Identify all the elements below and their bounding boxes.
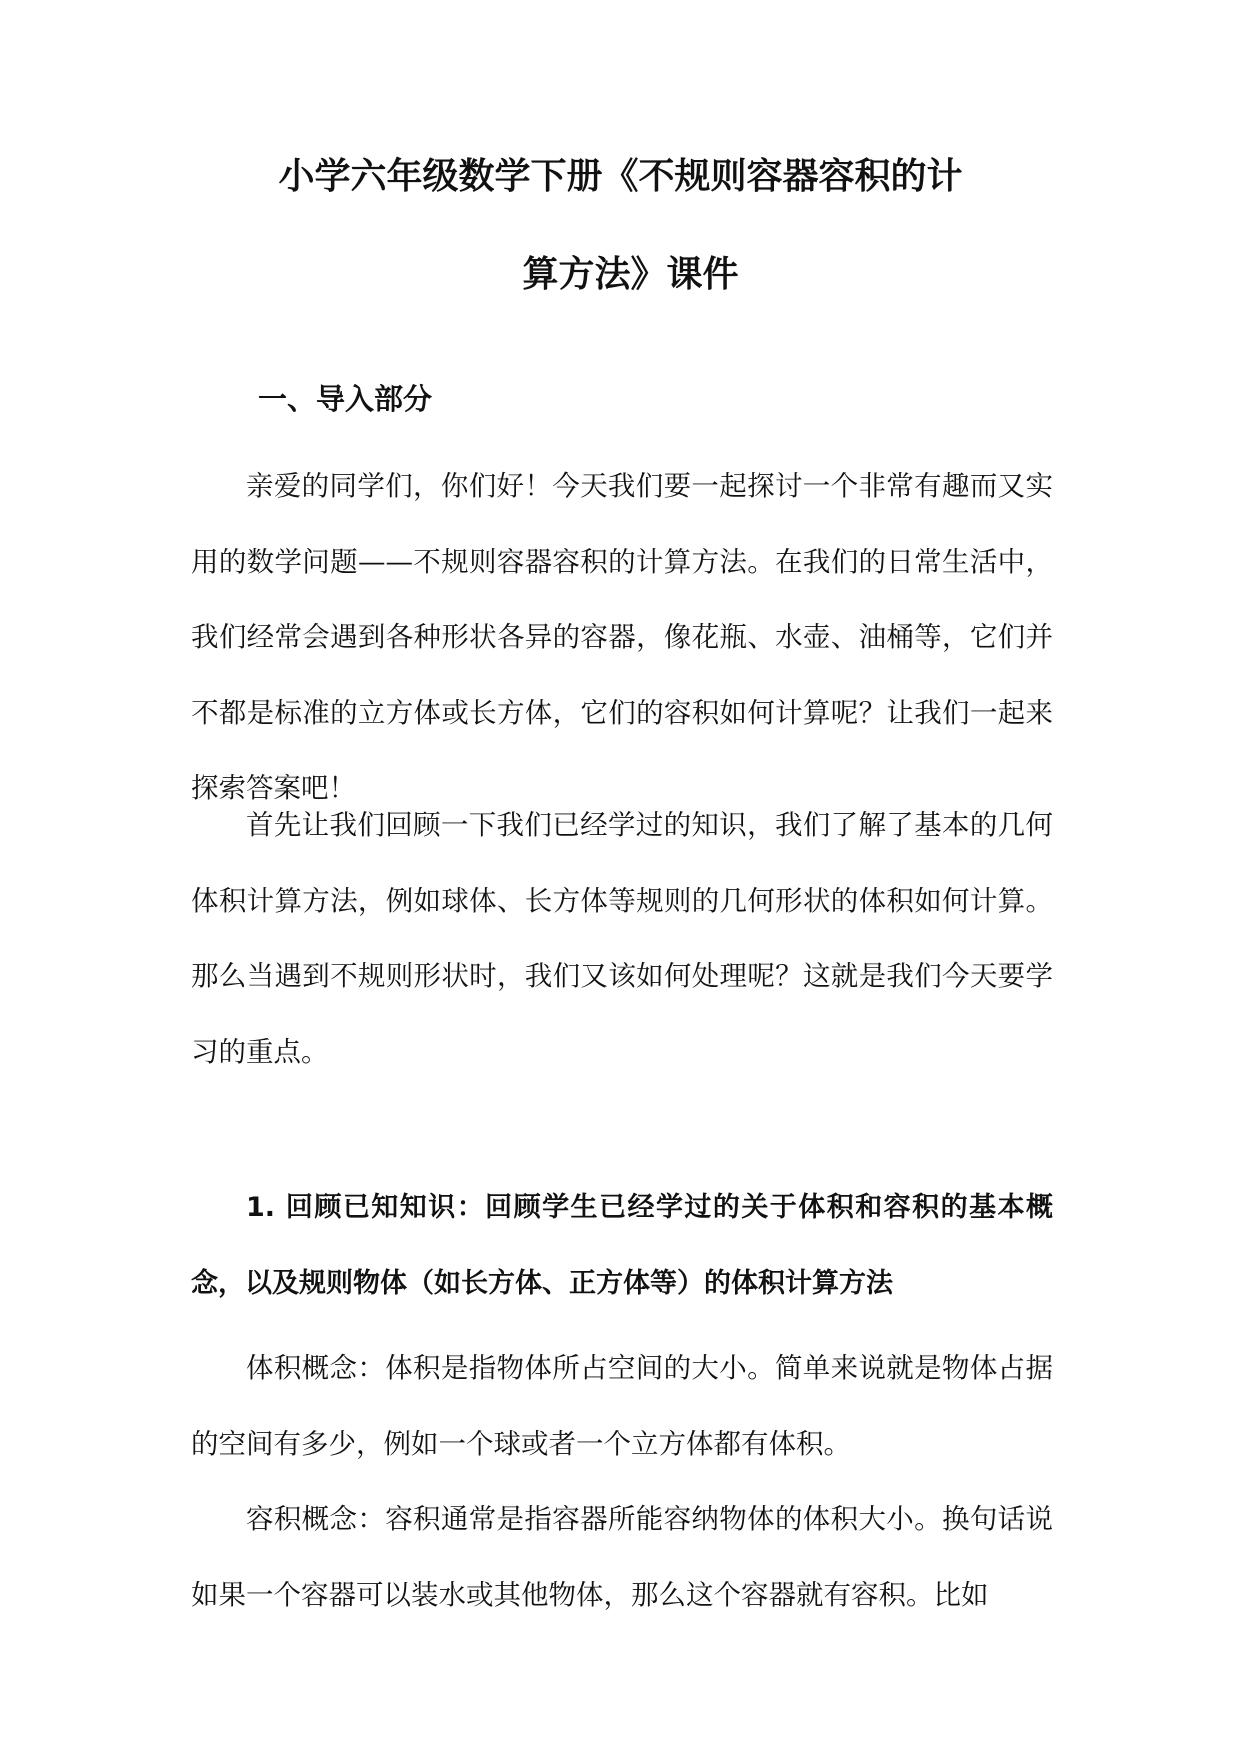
document-title-line-2: 算方法》课件	[522, 254, 739, 295]
paragraph-greeting: 亲爱的同学们，你们好！今天我们要一起探讨一个非常有趣而又实用的数学问题——不规则容器容积的计算方法。在我们的日常生活中，我们经常会遇到各种形状各异的容器，像花瓶、水壶、油桶等，它们并不都是标准的立方体或长方体，它们的容积如何计算呢？让我们一起来探索答案吧！	[191, 470, 1053, 804]
section-heading-intro: 一、导入部分	[258, 382, 433, 416]
paragraph-volume-concept: 体积概念：体积是指物体所占空间的大小。简单来说就是物体占据的空间有多少，例如一个球或者一个立方体都有体积。	[191, 1352, 1053, 1460]
paragraph-review: 首先让我们回顾一下我们已经学过的知识，我们了解了基本的几何体积计算方法，例如球体、长方体等规则的几何形状的体积如何计算。那么当遇到不规则形状时，我们又该如何处理呢？这就是我们今天要学习的重点。	[191, 809, 1053, 1068]
subheading-review-knowledge: 1. 回顾已知知识：回顾学生已经学过的关于体积和容积的基本概念，以及规则物体（如长方体、正方体等）的体积计算方法	[191, 1192, 1053, 1299]
document-title-line-1: 小学六年级数学下册《不规则容器容积的计	[278, 156, 963, 197]
paragraph-capacity-concept: 容积概念：容积通常是指容器所能容纳物体的体积大小。换句话说如果一个容器可以装水或其他物体，那么这个容器就有容积。比如	[191, 1503, 1053, 1611]
